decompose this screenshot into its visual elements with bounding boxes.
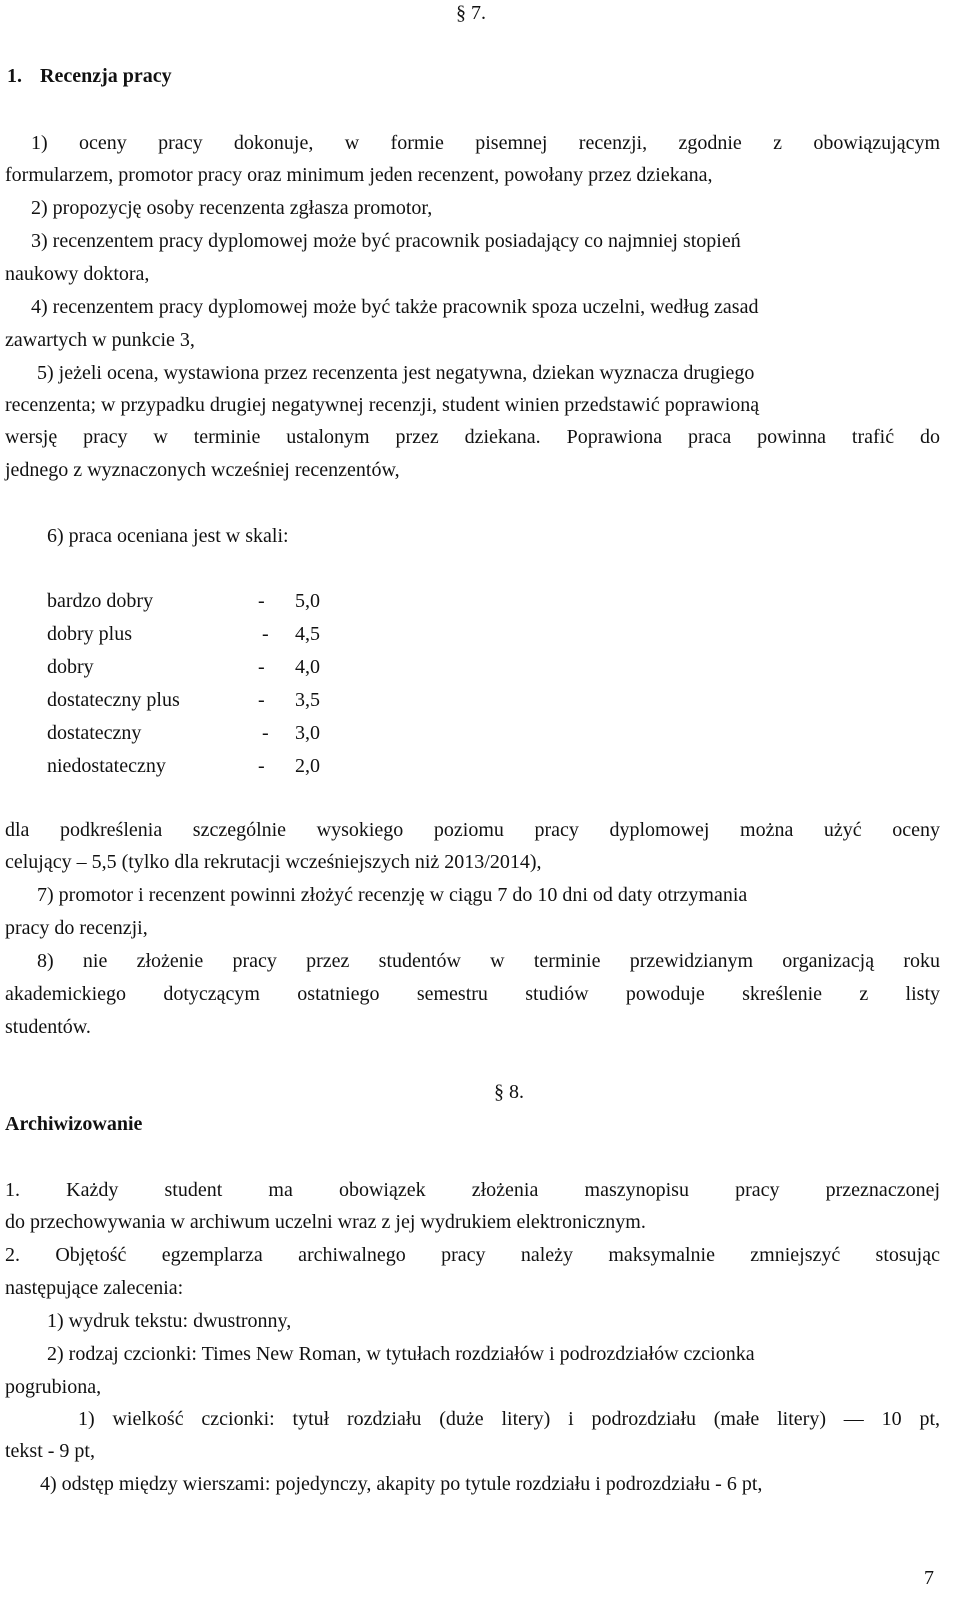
paragraph-line: 2. Objętość egzemplarza archiwalnego pracy należy maksymalnie zmniejszyć stosując xyxy=(5,1244,940,1266)
paragraph-line: pogrubiona, xyxy=(5,1376,102,1398)
page-number: 7 xyxy=(924,1567,934,1589)
paragraph-line: zawartych w punkcie 3, xyxy=(5,329,195,351)
paragraph-line: formularzem, promotor pracy oraz minimum jeden recenzent, powołany przez dziekana, xyxy=(5,164,713,186)
paragraph-line: 4) recenzentem pracy dyplomowej może być także pracownik spoza uczelni, według zasad xyxy=(31,296,759,318)
paragraph-line: 1) wielkość czcionki: tytuł rozdziału (duże litery) i podrozdziału (małe litery) — 10 pt, xyxy=(78,1408,940,1430)
paragraph-line: akademickiego dotyczącym ostatniego semestru studiów powoduje skreślenie z listy xyxy=(5,983,940,1005)
paragraph-line: tekst - 9 pt, xyxy=(5,1440,95,1462)
paragraph-line: wersję pracy w terminie ustalonym przez dziekana. Poprawiona praca powinna trafić do xyxy=(5,426,940,448)
grade-name: dobry plus xyxy=(47,623,132,645)
paragraph-line: naukowy doktora, xyxy=(5,263,150,285)
paragraph-line: 3) recenzentem pracy dyplomowej może być pracownik posiadający co najmniej stopień xyxy=(31,230,741,252)
paragraph-line: 8) nie złożenie pracy przez studentów w terminie przewidzianym organizacją roku xyxy=(37,950,940,972)
grade-value: 4,0 xyxy=(295,656,320,678)
paragraph-line: jednego z wyznaczonych wcześniej recenzentów, xyxy=(5,459,400,481)
section-heading: Recenzja pracy xyxy=(40,65,172,87)
section-heading-number: 1. xyxy=(7,65,22,87)
section-heading: Archiwizowanie xyxy=(5,1113,143,1135)
grade-dash: - xyxy=(258,689,265,711)
paragraph-line: 1. Każdy student ma obowiązek złożenia maszynopisu pracy przeznaczonej xyxy=(5,1179,940,1201)
paragraph-line: celujący – 5,5 (tylko dla rekrutacji wcześniejszych niż 2013/2014), xyxy=(5,851,542,873)
grade-name: bardzo dobry xyxy=(47,590,154,612)
paragraph-line: 2) propozycję osoby recenzenta zgłasza promotor, xyxy=(31,197,433,219)
paragraph-line: do przechowywania w archiwum uczelni wraz z jej wydrukiem elektronicznym. xyxy=(5,1211,646,1233)
paragraph-line: 1) oceny pracy dokonuje, w formie pisemnej recenzji, zgodnie z obowiązującym xyxy=(31,132,940,154)
grade-name: dobry xyxy=(47,656,94,678)
paragraph-line: recenzenta; w przypadku drugiej negatywnej recenzji, student winien przedstawić poprawioną xyxy=(5,394,760,416)
grade-dash: - xyxy=(258,590,265,612)
paragraph-line: 2) rodzaj czcionki: Times New Roman, w tytułach rozdziałów i podrozdziałów czcionka xyxy=(47,1343,755,1365)
paragraph-line: 6) praca oceniana jest w skali: xyxy=(47,525,289,547)
grade-name: dostateczny plus xyxy=(47,689,180,711)
section-8-marker: § 8. xyxy=(494,1081,524,1103)
grade-name: niedostateczny xyxy=(47,755,166,777)
paragraph-line: 5) jeżeli ocena, wystawiona przez recenzenta jest negatywna, dziekan wyznacza drugiego xyxy=(37,362,755,384)
paragraph-line: dla podkreślenia szczególnie wysokiego poziomu pracy dyplomowej można użyć oceny xyxy=(5,819,940,841)
grade-dash: - xyxy=(262,623,269,645)
paragraph-line: 4) odstęp między wierszami: pojedynczy, akapity po tytule rozdziału i podrozdziału - 6 pt, xyxy=(40,1473,763,1495)
grade-value: 3,5 xyxy=(295,689,320,711)
section-7-marker: § 7. xyxy=(456,2,486,24)
grade-value: 4,5 xyxy=(295,623,320,645)
paragraph-line: pracy do recenzji, xyxy=(5,917,148,939)
grade-dash: - xyxy=(258,656,265,678)
grade-value: 5,0 xyxy=(295,590,320,612)
paragraph-line: następujące zalecenia: xyxy=(5,1277,184,1299)
grade-name: dostateczny xyxy=(47,722,142,744)
grade-value: 2,0 xyxy=(295,755,320,777)
paragraph-line: 1) wydruk tekstu: dwustronny, xyxy=(47,1310,292,1332)
paragraph-line: studentów. xyxy=(5,1016,91,1038)
grade-dash: - xyxy=(262,722,269,744)
grade-dash: - xyxy=(258,755,265,777)
paragraph-line: 7) promotor i recenzent powinni złożyć recenzję w ciągu 7 do 10 dni od daty otrzymania xyxy=(37,884,748,906)
grade-value: 3,0 xyxy=(295,722,320,744)
